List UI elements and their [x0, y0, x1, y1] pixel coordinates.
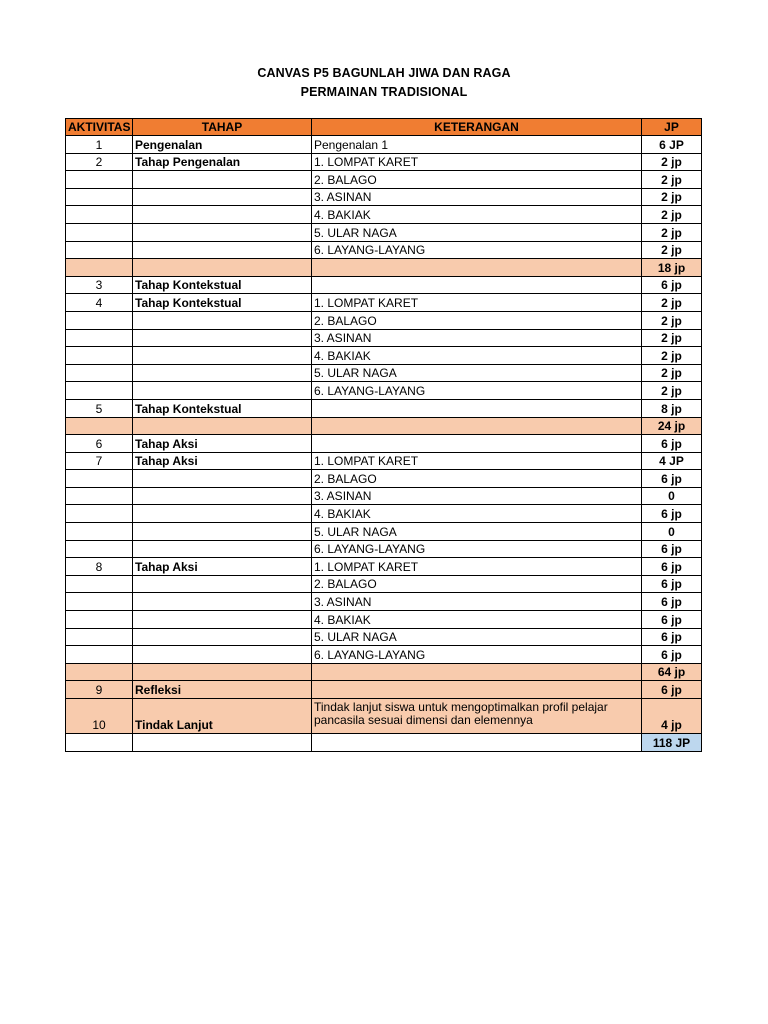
table-row — [66, 575, 702, 593]
table-row — [66, 276, 702, 294]
cell-aktivitas — [66, 171, 133, 189]
cell-aktivitas: 3 — [66, 276, 133, 294]
cell-aktivitas — [66, 611, 133, 629]
cell-keterangan: 4. BAKIAK — [312, 611, 642, 629]
cell-keterangan: 5. ULAR NAGA — [312, 223, 642, 241]
cell-tahap: Tahap Aksi — [133, 452, 312, 470]
cell-aktivitas: 5 — [66, 399, 133, 417]
cell-aktivitas — [66, 311, 133, 329]
cell-keterangan — [312, 417, 642, 435]
cell-aktivitas — [66, 487, 133, 505]
cell-keterangan: 4. BAKIAK — [312, 347, 642, 365]
cell-jp: 6 jp — [642, 540, 702, 558]
cell-jp: 2 jp — [642, 382, 702, 400]
cell-keterangan: 3. ASINAN — [312, 329, 642, 347]
cell-keterangan — [312, 276, 642, 294]
cell-jp: 2 jp — [642, 206, 702, 224]
cell-tahap — [133, 206, 312, 224]
cell-jp: 6 jp — [642, 505, 702, 523]
cell-tahap — [133, 188, 312, 206]
table-row — [66, 188, 702, 206]
cell-jp: 6 jp — [642, 628, 702, 646]
cell-aktivitas — [66, 382, 133, 400]
cell-tahap — [133, 241, 312, 259]
table-row — [66, 294, 702, 312]
cell-tahap: Tahap Aksi — [133, 435, 312, 453]
table-row — [66, 347, 702, 365]
cell-jp: 6 jp — [642, 276, 702, 294]
table-row — [66, 628, 702, 646]
cell-jp: 2 jp — [642, 364, 702, 382]
cell-tahap — [133, 646, 312, 664]
total-jp: 118 JP — [642, 734, 702, 752]
cell-jp: 4 jp — [642, 699, 702, 734]
header-tahap: TAHAP — [133, 119, 312, 136]
table-row — [66, 523, 702, 541]
cell-keterangan: 2. BALAGO — [312, 311, 642, 329]
cell-jp: 18 jp — [642, 259, 702, 277]
table-body — [66, 136, 702, 734]
cell-jp: 6 jp — [642, 681, 702, 699]
cell-keterangan: 2. BALAGO — [312, 171, 642, 189]
cell-jp: 4 JP — [642, 452, 702, 470]
table-row — [66, 435, 702, 453]
cell-keterangan: 2. BALAGO — [312, 575, 642, 593]
table-row — [66, 171, 702, 189]
cell-tahap: Tahap Aksi — [133, 558, 312, 576]
cell-aktivitas: 9 — [66, 681, 133, 699]
cell-tahap — [133, 611, 312, 629]
table-row — [66, 364, 702, 382]
cell-aktivitas — [66, 329, 133, 347]
table-row — [66, 593, 702, 611]
cell-aktivitas: 10 — [66, 699, 133, 734]
table-row — [66, 382, 702, 400]
table-row — [66, 540, 702, 558]
cell-keterangan: 6. LAYANG-LAYANG — [312, 382, 642, 400]
cell-tahap — [133, 417, 312, 435]
cell-jp: 2 jp — [642, 311, 702, 329]
cell-keterangan: Tindak lanjut siswa untuk mengoptimalkan profil pelajar pancasila sesuai dimensi dan elemennya — [312, 699, 642, 734]
cell-aktivitas: 2 — [66, 153, 133, 171]
cell-tahap — [133, 593, 312, 611]
activity-table — [65, 118, 702, 752]
table-row — [66, 452, 702, 470]
cell-tahap: Tahap Kontekstual — [133, 399, 312, 417]
cell-jp: 0 — [642, 523, 702, 541]
cell-keterangan: 1. LOMPAT KARET — [312, 452, 642, 470]
cell-aktivitas: 4 — [66, 294, 133, 312]
cell-tahap: Tahap Kontekstual — [133, 276, 312, 294]
cell-aktivitas — [66, 417, 133, 435]
cell-jp: 2 jp — [642, 171, 702, 189]
cell-keterangan: 5. ULAR NAGA — [312, 628, 642, 646]
table-row — [66, 646, 702, 664]
cell-aktivitas — [66, 347, 133, 365]
cell-aktivitas — [66, 628, 133, 646]
cell-tahap — [133, 311, 312, 329]
cell-jp: 2 jp — [642, 329, 702, 347]
cell-keterangan: 3. ASINAN — [312, 593, 642, 611]
cell-tahap — [133, 259, 312, 277]
cell-jp: 8 jp — [642, 399, 702, 417]
cell-jp: 2 jp — [642, 223, 702, 241]
table-row — [66, 611, 702, 629]
table-row — [66, 329, 702, 347]
cell-tahap — [133, 470, 312, 488]
cell-tahap — [133, 223, 312, 241]
table-row — [66, 399, 702, 417]
total-empty-cell — [133, 734, 312, 752]
subtotal-row — [66, 259, 702, 277]
table-row — [66, 558, 702, 576]
cell-jp: 64 jp — [642, 663, 702, 681]
subtotal-row — [66, 681, 702, 699]
cell-tahap: Pengenalan — [133, 136, 312, 154]
cell-keterangan: 4. BAKIAK — [312, 505, 642, 523]
cell-aktivitas: 8 — [66, 558, 133, 576]
cell-tahap — [133, 663, 312, 681]
table-row — [66, 241, 702, 259]
cell-aktivitas — [66, 223, 133, 241]
cell-tahap — [133, 382, 312, 400]
cell-tahap: Refleksi — [133, 681, 312, 699]
cell-keterangan — [312, 681, 642, 699]
cell-keterangan: 4. BAKIAK — [312, 206, 642, 224]
cell-keterangan — [312, 435, 642, 453]
cell-tahap — [133, 487, 312, 505]
cell-tahap: Tindak Lanjut — [133, 699, 312, 734]
cell-keterangan: 1. LOMPAT KARET — [312, 153, 642, 171]
cell-jp: 2 jp — [642, 153, 702, 171]
cell-tahap — [133, 523, 312, 541]
cell-keterangan: 6. LAYANG-LAYANG — [312, 540, 642, 558]
cell-aktivitas — [66, 206, 133, 224]
cell-aktivitas: 1 — [66, 136, 133, 154]
cell-jp: 6 jp — [642, 593, 702, 611]
cell-tahap — [133, 575, 312, 593]
cell-jp: 24 jp — [642, 417, 702, 435]
table-row — [66, 136, 702, 154]
cell-jp: 6 jp — [642, 646, 702, 664]
cell-keterangan — [312, 399, 642, 417]
cell-aktivitas — [66, 540, 133, 558]
cell-aktivitas — [66, 663, 133, 681]
cell-tahap — [133, 628, 312, 646]
table-header-row — [66, 119, 702, 136]
cell-jp: 6 jp — [642, 611, 702, 629]
cell-keterangan: 5. ULAR NAGA — [312, 364, 642, 382]
cell-keterangan: 3. ASINAN — [312, 487, 642, 505]
document-title: CANVAS P5 BAGUNLAH JIWA DAN RAGA — [257, 66, 511, 80]
cell-keterangan — [312, 259, 642, 277]
table-row — [66, 470, 702, 488]
cell-jp: 2 jp — [642, 294, 702, 312]
cell-keterangan: 6. LAYANG-LAYANG — [312, 646, 642, 664]
cell-aktivitas — [66, 593, 133, 611]
table-row — [66, 223, 702, 241]
cell-keterangan — [312, 663, 642, 681]
cell-aktivitas — [66, 646, 133, 664]
cell-tahap — [133, 171, 312, 189]
cell-keterangan: 1. LOMPAT KARET — [312, 558, 642, 576]
cell-jp: 6 jp — [642, 470, 702, 488]
table-row — [66, 311, 702, 329]
cell-jp: 2 jp — [642, 347, 702, 365]
cell-aktivitas: 7 — [66, 452, 133, 470]
table-row — [66, 206, 702, 224]
cell-aktivitas: 6 — [66, 435, 133, 453]
document-subtitle: PERMAINAN TRADISIONAL — [300, 85, 468, 99]
cell-jp: 2 jp — [642, 241, 702, 259]
cell-aktivitas — [66, 188, 133, 206]
subtotal-row — [66, 699, 702, 734]
total-row — [66, 734, 702, 752]
cell-tahap — [133, 364, 312, 382]
cell-aktivitas — [66, 241, 133, 259]
cell-aktivitas — [66, 259, 133, 277]
cell-keterangan: 6. LAYANG-LAYANG — [312, 241, 642, 259]
table-row — [66, 505, 702, 523]
cell-keterangan: 1. LOMPAT KARET — [312, 294, 642, 312]
cell-tahap — [133, 540, 312, 558]
cell-jp: 6 jp — [642, 575, 702, 593]
table-row — [66, 487, 702, 505]
cell-aktivitas — [66, 364, 133, 382]
header-jp: JP — [642, 119, 702, 136]
cell-keterangan: 5. ULAR NAGA — [312, 523, 642, 541]
total-empty-cell — [66, 734, 133, 752]
cell-aktivitas — [66, 505, 133, 523]
header-keterangan: KETERANGAN — [312, 119, 642, 136]
cell-tahap: Tahap Pengenalan — [133, 153, 312, 171]
header-aktivitas: AKTIVITAS — [66, 119, 133, 136]
cell-jp: 0 — [642, 487, 702, 505]
cell-jp: 6 jp — [642, 558, 702, 576]
cell-keterangan: Pengenalan 1 — [312, 136, 642, 154]
cell-tahap — [133, 329, 312, 347]
subtotal-row — [66, 417, 702, 435]
cell-tahap — [133, 505, 312, 523]
total-empty-cell — [312, 734, 642, 752]
cell-tahap: Tahap Kontekstual — [133, 294, 312, 312]
subtotal-row — [66, 663, 702, 681]
cell-aktivitas — [66, 523, 133, 541]
cell-keterangan: 2. BALAGO — [312, 470, 642, 488]
cell-keterangan: 3. ASINAN — [312, 188, 642, 206]
cell-jp: 2 jp — [642, 188, 702, 206]
cell-aktivitas — [66, 470, 133, 488]
table-row — [66, 153, 702, 171]
cell-jp: 6 jp — [642, 435, 702, 453]
cell-jp: 6 JP — [642, 136, 702, 154]
cell-aktivitas — [66, 575, 133, 593]
cell-tahap — [133, 347, 312, 365]
